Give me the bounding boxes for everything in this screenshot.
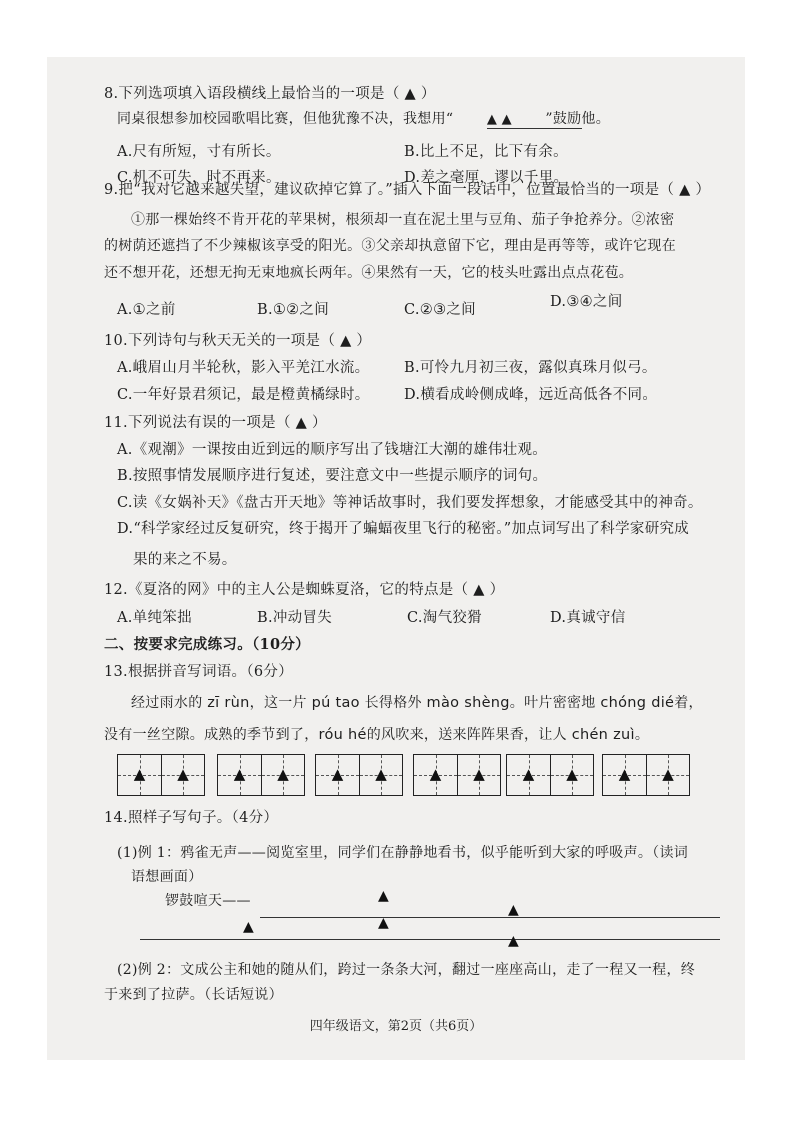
q9-stem: 9.把“我对它越来越失望，建议砍掉它算了。”插入下面一段话中，位置最恰当的一项是（ ▲ ） [104,182,711,198]
q11-stem: 11.下列说法有误的一项是（ ▲ ） [104,415,327,431]
q11-option-b: B.按照事情发展顺序进行复述，要注意文中一些提示顺序的词句。 [117,468,548,484]
q14-stem: 14.照样子写句子。（4分） [104,810,279,826]
q8-paragraph: 同桌很想参加校园歌唱比赛，但他犹豫不决，我想用“ ▲ ▲ ”鼓励他。 [117,111,611,127]
q8-option-d: D.差之毫厘，谬以千里。 [404,170,569,186]
answer-cell[interactable]: ▲ [161,755,204,795]
answer-mark: ▲ [508,933,519,949]
q9-text-line: ①那一棵始终不肯开花的苹果树，根须却一直在泥土里与豆角、茄子争抢养分。②浓密 [131,212,675,228]
answer-cell[interactable]: ▲ [218,755,261,795]
q9-option-a: A.①之前 [117,302,176,318]
answer-cell[interactable]: ▲ [457,755,500,795]
answer-box-group [217,754,305,796]
page-footer: 四年级语文，第2页（共6页） [309,1019,483,1034]
q9-text-line: 的树荫还遮挡了不少辣椒该享受的阳光。③父亲却执意留下它，理由是再等等，或许它现在 [104,238,676,254]
answer-mark: ▲ [378,915,389,931]
answer-cell[interactable]: ▲ [118,755,161,795]
q13-stem: 13.根据拼音写词语。（6分） [104,664,294,680]
q14-example-2-cont: 于来到了拉萨。（长话短说） [104,987,283,1003]
q11-option-c: C.读《女娲补天》《盘古开天地》等神话故事时，我们要发挥想象，才能感受其中的神奇。 [117,495,703,511]
answer-box-group [602,754,690,796]
answer-mark: ▲ [508,902,519,918]
answer-line[interactable] [140,939,720,940]
answer-line[interactable] [260,917,720,918]
q9-option-c: C.②③之间 [404,302,476,318]
answer-cell[interactable]: ▲ [261,755,304,795]
answer-mark: ▲ [378,888,389,904]
q8-option-a: A.尺有所短，寸有所长。 [117,144,281,160]
q11-option-a: A.《观潮》一课按由近到远的顺序写出了钱塘江大潮的雄伟壮观。 [117,442,548,458]
answer-cell[interactable]: ▲ [414,755,457,795]
q8-stem: 8.下列选项填入语段横线上最恰当的一项是（ ▲ ） [104,86,436,102]
q8-option-c: C.机不可失，时不再来。 [117,170,281,186]
q11-option-d-cont: 果的来之不易。 [133,552,237,568]
answer-box-group [117,754,205,796]
answer-mark: ▲ [243,919,254,935]
q9-text-line: 还不想开花，还想无拘无束地疯长两年。④果然有一天，它的枝头吐露出点点花苞。 [104,265,634,281]
q10-option-d: D.横看成岭侧成峰，远近高低各不同。 [404,387,658,403]
q12-option-d: D.真诚守信 [550,610,626,626]
q10-option-b: B.可怜九月初三夜，露似真珠月似弓。 [404,360,657,376]
q12-stem: 12.《夏洛的网》中的主人公是蜘蛛夏洛，它的特点是（ ▲ ） [104,582,505,598]
answer-cell[interactable]: ▲ [507,755,550,795]
answer-box-group [506,754,594,796]
q12-option-a: A.单纯笨拙 [117,610,192,626]
answer-box-group [315,754,403,796]
answer-cell[interactable]: ▲ [550,755,593,795]
answer-cell[interactable]: ▲ [603,755,646,795]
answer-box-group [413,754,501,796]
q14-example-1: (1)例 1：鸦雀无声——阅览室里，同学们在静静地看书，似乎能听到大家的呼吸声。（读词 [117,845,689,861]
q12-option-b: B.冲动冒失 [257,610,333,626]
q10-option-c: C.一年好景君须记，最是橙黄橘绿时。 [117,387,370,403]
answer-cell[interactable]: ▲ [646,755,689,795]
q14-example-2: (2)例 2：文成公主和她的随从们，跨过一条条大河，翻过一座座高山，走了一程又一程，终 [117,962,696,978]
q12-option-c: C.淘气狡猾 [407,610,482,626]
section-heading: 二、按要求完成练习。（10分） [104,636,310,653]
answer-cell[interactable]: ▲ [359,755,402,795]
q9-option-d: D.③④之间 [550,294,623,310]
q9-option-b: B.①②之间 [257,302,330,318]
q8-blank: ▲ ▲ [486,112,512,127]
q8-option-b: B.比上不足，比下有余。 [404,144,568,160]
q10-stem: 10.下列诗句与秋天无关的一项是（ ▲ ） [104,333,372,349]
answer-cell[interactable]: ▲ [316,755,359,795]
q8-blank-line [487,110,582,129]
q11-option-d: D.“科学家经过反复研究，终于揭开了蝙蝠夜里飞行的秘密。”加点词写出了科学家研究成 [117,521,690,537]
exam-page [47,57,745,1060]
q14-prompt: 锣鼓喧天—— [165,893,251,909]
q13-passage-line: 经过雨水的 zī rùn，这一片 pú tao 长得格外 mào shèng。叶片密密地 chóng dié着， [131,695,703,711]
q13-passage-line: 没有一丝空隙。成熟的季节到了，róu hé的风吹来，送来阵阵果香，让人 chén zuì。 [104,727,650,743]
q10-option-a: A.峨眉山月半轮秋，影入平羌江水流。 [117,360,370,376]
q14-example-1-cont: 语想画面） [131,869,203,885]
